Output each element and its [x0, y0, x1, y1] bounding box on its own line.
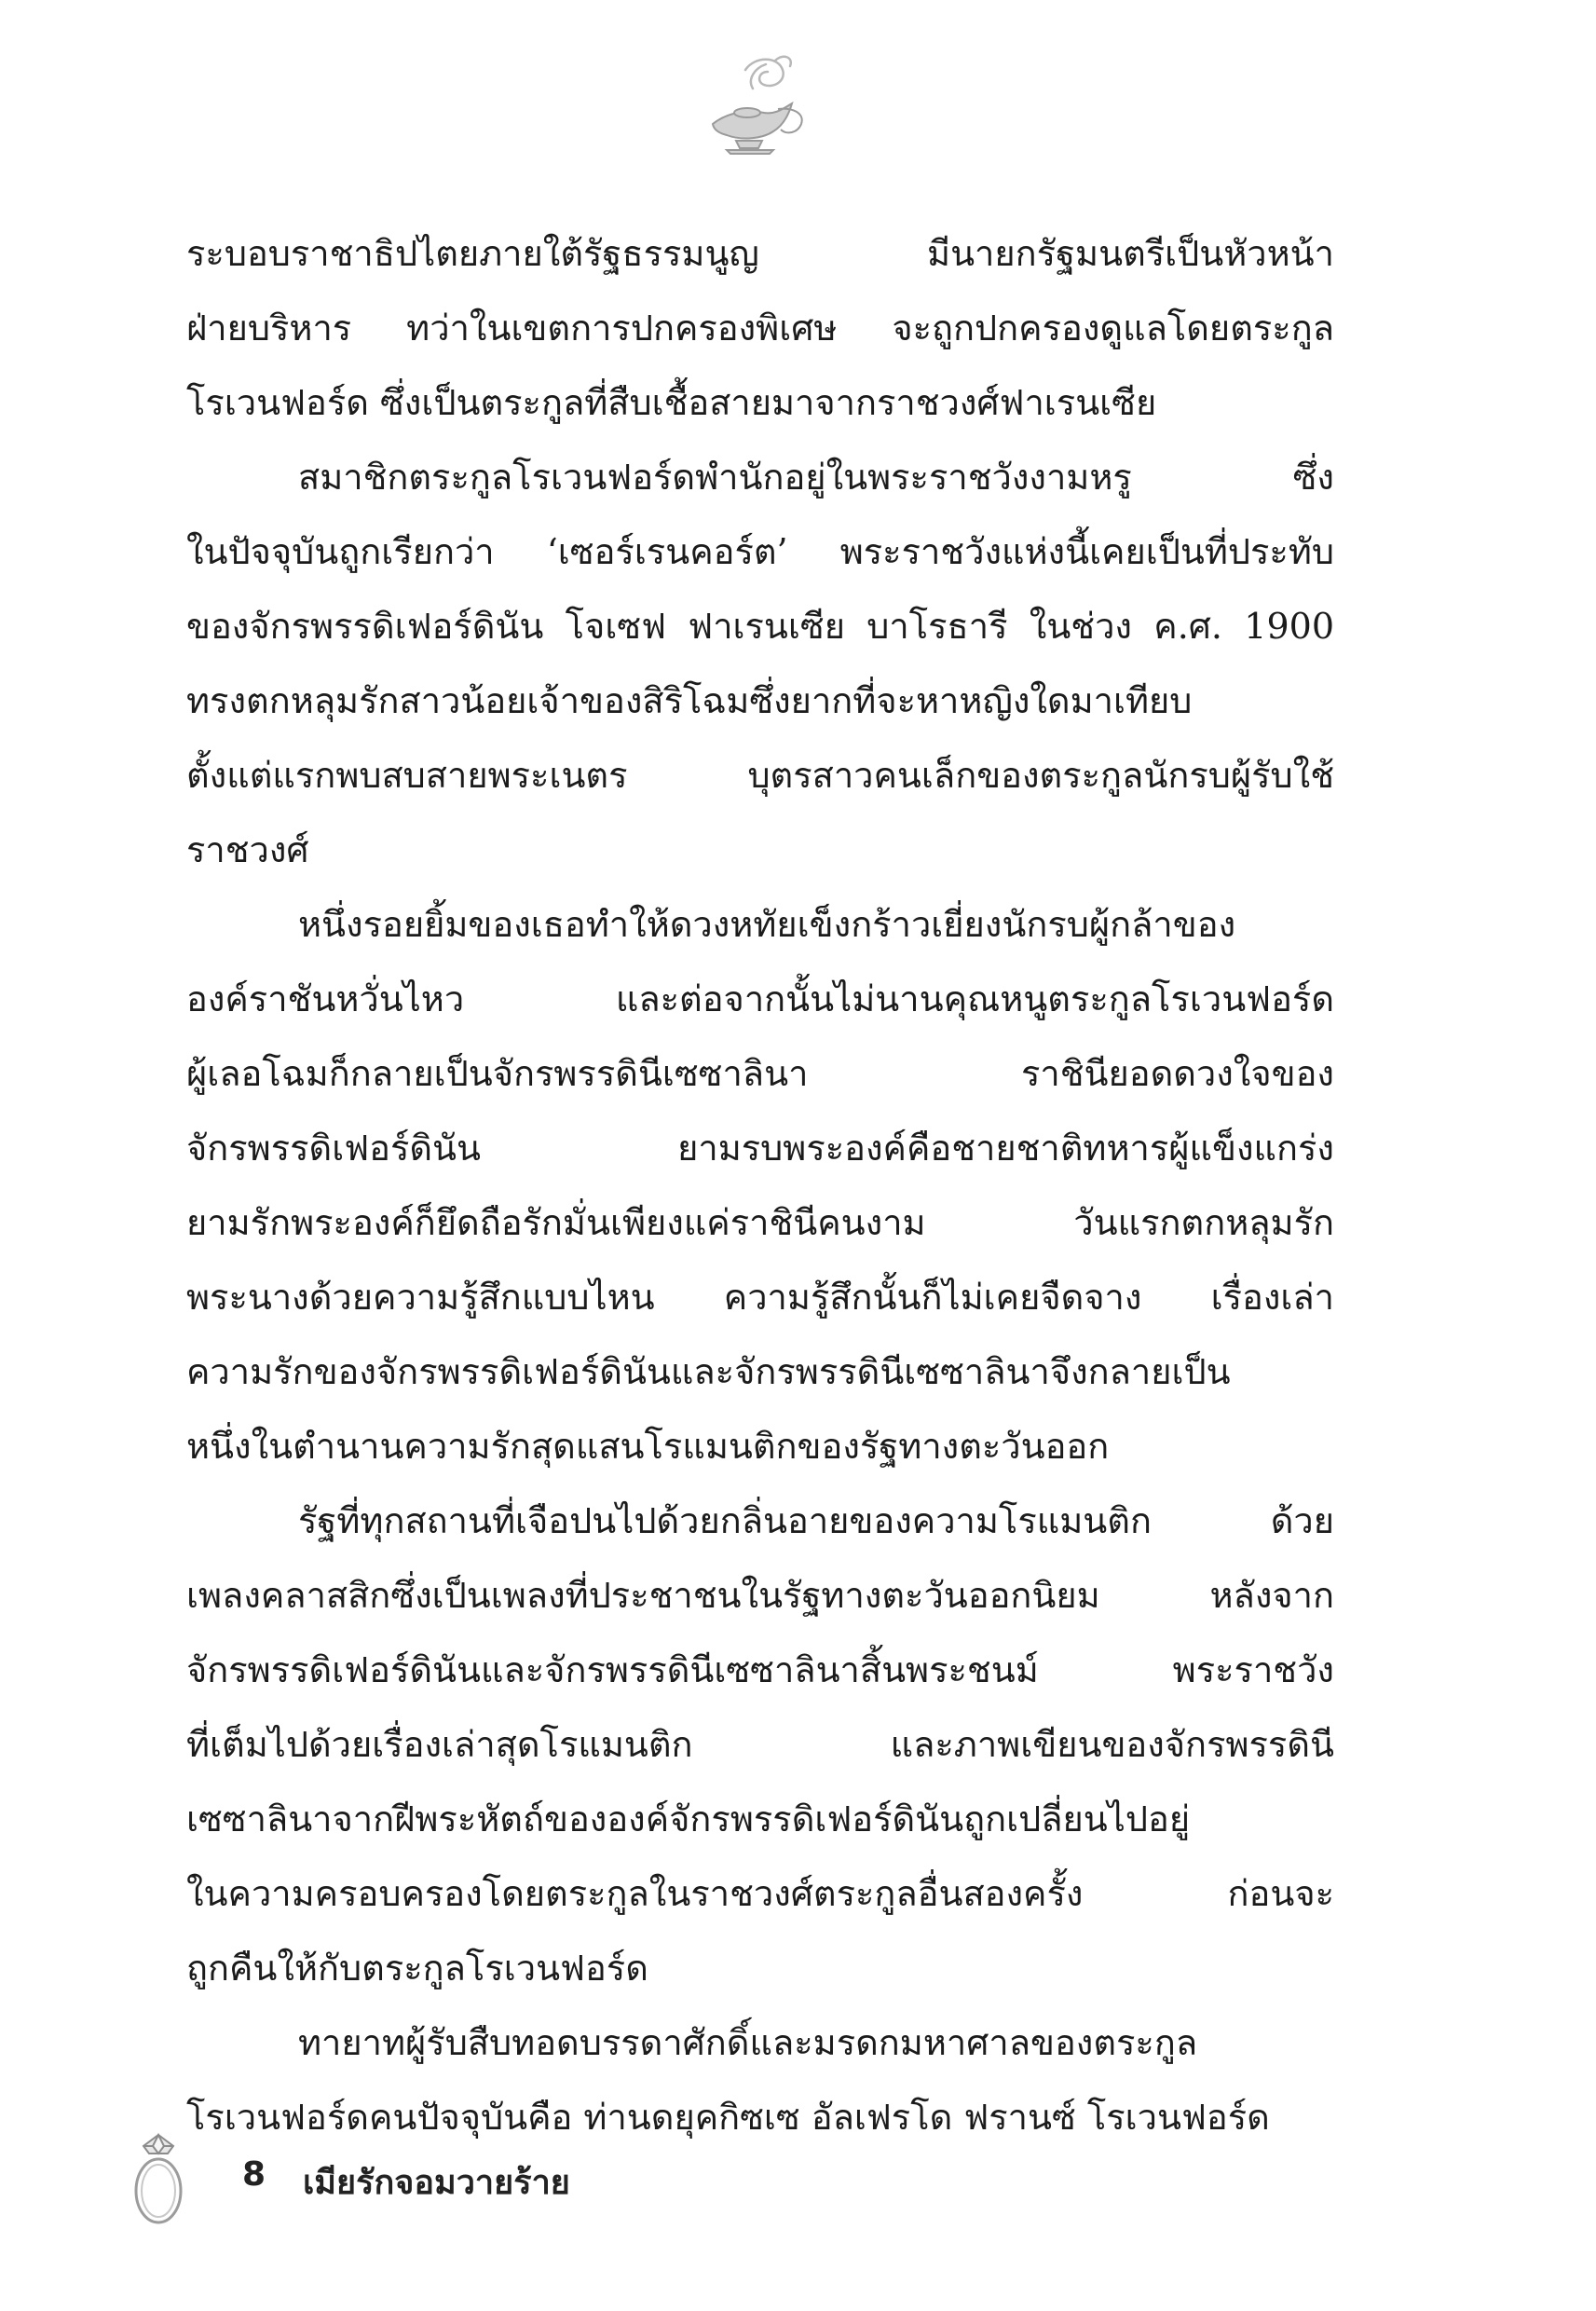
text-line: ในความครอบครองโดยตระกูลในราชวงศ์ตระกูลอื่นสองครั้ง ก่อนจะ — [186, 1873, 1334, 1914]
paragraph — [186, 216, 1334, 440]
text-line: สมาชิกตระกูลโรเวนฟอร์ดพำนักอยู่ในพระราชวังงามหรู ซึ่ง — [298, 457, 1334, 498]
genie-lamp-icon — [689, 51, 820, 163]
text-line: ในปัจจุบันถูกเรียกว่า ‘เซอร์เรนคอร์ต’ พระราชวังแห่งนี้เคยเป็นที่ประทับ — [186, 531, 1334, 572]
text-line: ยามรักพระองค์ก็ยึดถือรักมั่นเพียงแค่ราชินีคนงาม วันแรกตกหลุมรัก — [186, 1202, 1334, 1243]
text-line: ตั้งแต่แรกพบสบสายพระเนตร บุตรสาวคนเล็กของตระกูลนักรบผู้รับใช้ — [186, 755, 1334, 796]
text-line: ที่เต็มไปด้วยเรื่องเล่าสุดโรแมนติก และภาพเขียนของจักรพรรดินี — [186, 1724, 1334, 1765]
text-line: จักรพรรดิเฟอร์ดินัน ยามรบพระองค์คือชายชาติทหารผู้แข็งแกร่ง — [186, 1128, 1334, 1169]
text-line: รัฐที่ทุกสถานที่เจือปนไปด้วยกลิ่นอายของความโรแมนติก ด้วย — [298, 1500, 1334, 1541]
text-line: จักรพรรดิเฟอร์ดินันและจักรพรรดินีเซซาลินาสิ้นพระชนม์ พระราชวัง — [186, 1649, 1334, 1690]
book-title: เมียรักจอมวายร้าย — [303, 2164, 570, 2202]
diamond-ring-icon — [121, 2129, 196, 2232]
text-line: ระบอบราชาธิปไตยภายใต้รัฐธรรมนูญ มีนายกรัฐมนตรีเป็นหัวหน้า — [186, 233, 1334, 274]
text-line: เซซาลินาจากฝีพระหัตถ์ขององค์จักรพรรดิเฟอร์ดินันถูกเปลี่ยนไปอยู่ — [186, 1798, 1191, 1839]
text-line: ของจักรพรรดิเฟอร์ดินัน โจเซฟ ฟาเรนเซีย บาโรธารี ในช่วง ค.ศ. 1900 — [186, 606, 1334, 647]
text-line: หนึ่งในตำนานความรักสุดแสนโรแมนติกของรัฐทางตะวันออก — [186, 1426, 1110, 1467]
text-line: โรเวนฟอร์ด ซึ่งเป็นตระกูลที่สืบเชื้อสายมาจากราชวงศ์ฟาเรนเซีย — [186, 382, 1157, 423]
text-line: ถูกคืนให้กับตระกูลโรเวนฟอร์ด — [186, 1948, 648, 1989]
paragraph — [186, 440, 1334, 887]
text-line: ทรงตกหลุมรักสาวน้อยเจ้าของสิริโฉมซึ่งยากที่จะหาหญิงใดมาเทียบ — [186, 680, 1193, 721]
text-line: ความรักของจักรพรรดิเฟอร์ดินันและจักรพรรดินีเซซาลินาจึงกลายเป็น — [186, 1351, 1231, 1392]
text-line: ทายาทผู้รับสืบทอดบรรดาศักดิ์และมรดกมหาศาลของตระกูล — [298, 2022, 1198, 2063]
paragraph — [186, 887, 1334, 1484]
text-line: หนึ่งรอยยิ้มของเธอทำให้ดวงหทัยเข็งกร้าวเยี่ยงนักรบผู้กล้าของ — [298, 904, 1236, 945]
page-body — [186, 216, 1334, 2154]
text-line: ผู้เลอโฉมก็กลายเป็นจักรพรรดินีเซซาลินา ราชินียอดดวงใจของ — [186, 1053, 1334, 1094]
text-line: องค์ราชันหวั่นไหว และต่อจากนั้นไม่นานคุณหนูตระกูลโรเวนฟอร์ด — [186, 978, 1334, 1019]
text-line: พระนางด้วยความรู้สึกแบบไหน ความรู้สึกนั้นก็ไม่เคยจืดจาง เรื่องเล่า — [186, 1277, 1334, 1318]
text-line: ราชวงศ์ — [186, 829, 309, 870]
page-footer — [121, 2129, 773, 2241]
text-line: เพลงคลาสสิกซึ่งเป็นเพลงที่ประชาชนในรัฐทางตะวันออกนิยม หลังจาก — [186, 1575, 1334, 1616]
page-number: 8 — [242, 2155, 266, 2194]
paragraph — [186, 1484, 1334, 2005]
text-line: ฝ่ายบริหาร ทว่าในเขตการปกครองพิเศษ จะถูกปกครองดูแลโดยตระกูล — [186, 308, 1334, 349]
text-line: โรเวนฟอร์ดคนปัจจุบันคือ ท่านดยุคกิซเซ อัลเฟรโด ฟรานซ์ โรเวนฟอร์ด — [186, 2097, 1270, 2138]
